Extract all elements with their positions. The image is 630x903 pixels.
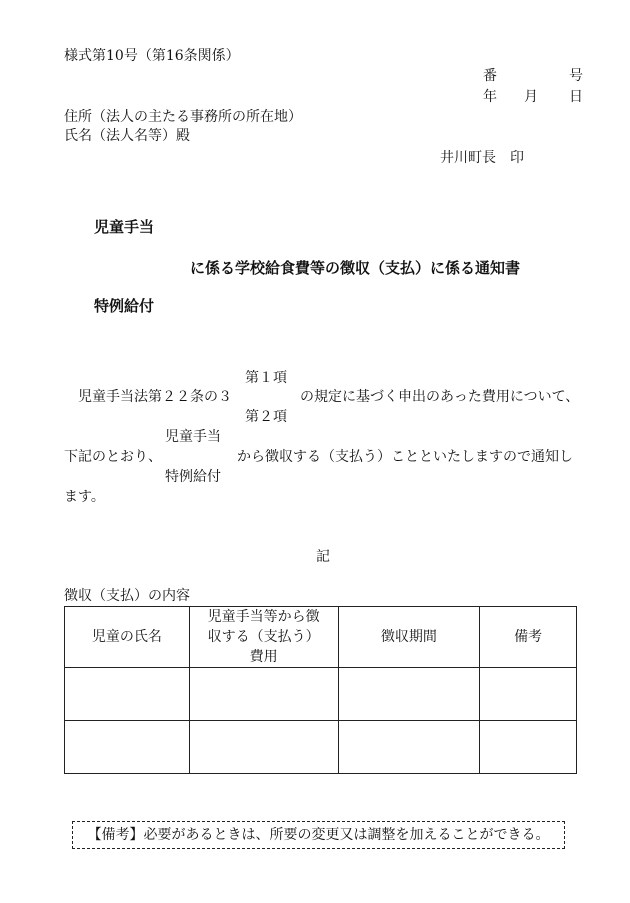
section-label: 徴収（支払）の内容 (64, 588, 190, 604)
body-line1-end: の規定に基づく申出のあった費用について、 (300, 389, 580, 405)
title-option-special-benefit: 特例給付 (94, 297, 155, 315)
date-day: 日 (569, 89, 583, 105)
table-row (65, 668, 577, 721)
date-month: 月 (524, 89, 538, 105)
date-year: 年 (483, 89, 497, 105)
header-child-name: 児童の氏名 (65, 607, 190, 668)
recipient-address: 住所（法人の主たる事務所の所在地） (64, 109, 302, 125)
table-row (65, 721, 577, 774)
document-number-suffix: 号 (569, 68, 583, 84)
document-title: に係る学校給食費等の徴収（支払）に係る通知書 (190, 259, 521, 277)
table-cell[interactable] (65, 668, 190, 721)
document-number-label: 番 (483, 68, 497, 84)
clause-option-2: 第２項 (245, 409, 287, 425)
body-line2-start: 下記のとおり、 (64, 449, 162, 465)
clause-option-1: 第１項 (245, 370, 287, 386)
header-remarks: 備考 (480, 607, 577, 668)
body-option-child-allowance: 児童手当 (165, 429, 221, 445)
body-option-special-benefit: 特例給付 (165, 469, 221, 485)
table-cell[interactable] (189, 668, 338, 721)
table-cell[interactable] (189, 721, 338, 774)
table-cell[interactable] (480, 668, 577, 721)
issuer-name: 井川町長 印 (440, 150, 524, 166)
remarks-note: 【備考】必要があるときは、所要の変更又は調整を加えることができる。 (72, 821, 565, 849)
table-cell[interactable] (65, 721, 190, 774)
collection-details-table (64, 606, 577, 774)
table-cell[interactable] (338, 668, 480, 721)
header-period: 徴収期間 (338, 607, 480, 668)
header-expense (189, 607, 338, 668)
body-line2-end: から徴収する（支払う）ことといたしますので通知し (237, 449, 573, 465)
body-line3: ます。 (64, 489, 105, 505)
table-cell[interactable] (480, 721, 577, 774)
recipient-name: 氏名（法人名等）殿 (64, 128, 190, 144)
title-option-child-allowance: 児童手当 (94, 218, 155, 236)
header-expense-text: 児童手当等から徴収する（支払う）費用 (207, 609, 320, 665)
table-cell[interactable] (338, 721, 480, 774)
form-number: 様式第10号（第16条関係） (64, 48, 240, 64)
body-line1-start: 児童手当法第２２条の３ (78, 389, 232, 405)
table-header-row (65, 607, 577, 668)
ki-heading: 記 (316, 549, 330, 565)
